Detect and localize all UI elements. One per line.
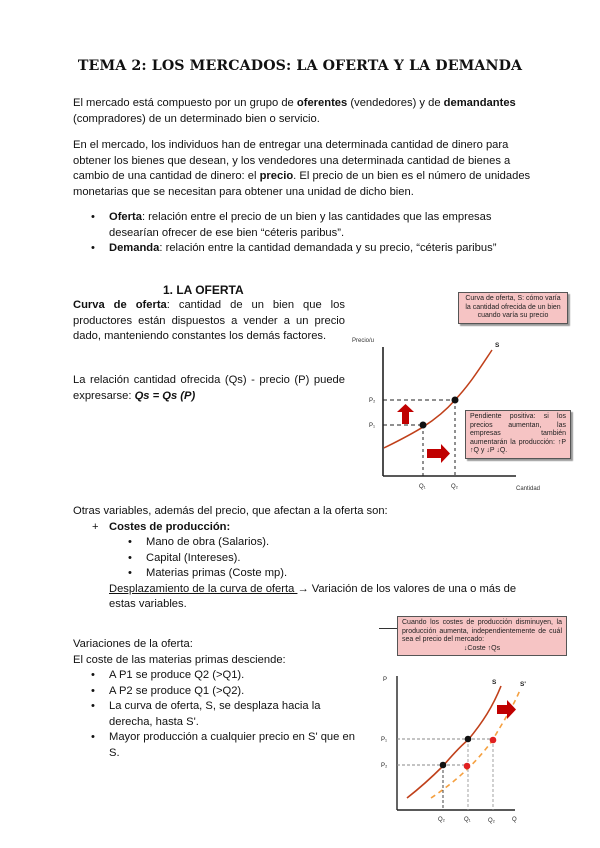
term-demandantes: demandantes (443, 97, 516, 109)
up-arrow-icon (397, 404, 414, 424)
other-variables: Otras variables, además del precio, que afectan a la oferta son: + Costes de producción: • Mano de obra (Salarios). • Capital (Intereses). • Materias primas (Coste mp). Desplazamiento de la curva de oferta → Variación de los valores de una o más de estas variables. (73, 504, 543, 613)
callout-line (379, 628, 399, 629)
term-precio: precio (259, 170, 294, 182)
right-arrow-icon (427, 444, 450, 463)
variation-item: • A P1 se produce Q2 (>Q1). (73, 668, 363, 684)
intro-paragraph-2: En el mercado, los individuos han de entregar una determinada cantidad de dinero para obtener los bienes que desean, y los vendedores una determinada cantidad de bienes a cambio de una cantidad de dinero: el precio. El precio de un bien es el número de unidades monetarias que se necesitan para obtener una unidad de dicho bien. (73, 139, 531, 198)
curve-definition: Curva de oferta: cantidad de un bien que los productores están dispuestos a vender a un precio dado, manteniendo constantes los demás factores. (73, 299, 345, 342)
svg-text:P₂: P₂ (381, 763, 388, 769)
variation-item: • La curva de oferta, S, se desplaza hacia la derecha, hasta S'. (73, 699, 363, 730)
note-cost-decrease: Cuando los costes de producción disminuyen, la producción aumenta, independientemente de cuál sea el precio del mercado: ↓Coste ↑Qs (397, 616, 567, 656)
formula: Qs = Qs (P) (134, 389, 196, 402)
definitions-list (73, 210, 513, 257)
term-oferentes: oferentes (296, 97, 348, 109)
svg-text:S: S (492, 679, 497, 686)
svg-text:Q₁: Q₁ (464, 817, 471, 823)
svg-text:Q₂: Q₂ (451, 484, 458, 490)
svg-text:Q: Q (512, 817, 517, 823)
costs-group: + Costes de producción: (73, 520, 543, 536)
relation-text: La relación cantidad ofrecida (Qs) - precio (P) puede expresarse: Qs = Qs (P) (73, 374, 345, 402)
svg-text:S': S' (520, 681, 526, 688)
svg-text:Cantidad: Cantidad (516, 486, 541, 492)
svg-text:Q₂: Q₂ (438, 817, 445, 823)
note-supply-curve: Curva de oferta, S: cómo varía la cantidad ofrecida de un bien cuando varía su precio (458, 292, 568, 324)
section-heading-oferta: 1. LA OFERTA (163, 283, 244, 297)
svg-text:Q₂: Q₂ (488, 818, 495, 824)
variation-item: • A P2 se produce Q1 (>Q2). (73, 684, 363, 700)
cost-item: • Capital (Intereses). (73, 551, 543, 567)
variation-item: • Mayor producción a cualquier precio en S' que en S. (73, 730, 363, 761)
svg-text:P₁: P₁ (381, 737, 388, 743)
definition-demanda: • Demanda: relación entre la cantidad demandada y su precio, “céteris paribus” (73, 241, 513, 257)
note-positive-slope: Pendiente positiva: si los precios aumentan, las empresas también aumentarán la producción: ↑P ↑Q y ↓P ↓Q. (465, 410, 571, 459)
svg-text:P₁: P₁ (369, 423, 376, 429)
variations-section: Variaciones de la oferta: El coste de las materias primas desciende: • A P1 se produce Q2 (>Q1). • A P2 se produce Q1 (>Q2). • La curva de oferta, S, se desplaza hacia la derecha, hasta S'. • Mayor producción a cualquier precio en S' que en S. (73, 637, 363, 761)
y-axis-label: Precio/u (352, 338, 375, 344)
svg-text:S: S (495, 342, 500, 349)
svg-text:P₂: P₂ (369, 398, 376, 404)
supply-shift-chart (375, 672, 575, 832)
svg-text:Q₁: Q₁ (419, 484, 426, 490)
cost-item: • Mano de obra (Salarios). (73, 535, 543, 551)
definition-oferta: • Oferta: relación entre el precio de un bien y las cantidades que las empresas desearían ofrecer de ese bien “céteris paribus”. (73, 210, 513, 241)
cost-item: • Materias primas (Coste mp). (73, 566, 543, 582)
svg-text:P: P (383, 677, 388, 683)
intro-paragraph-1: El mercado está compuesto por un grupo de oferentes (vendedores) y de demandantes (compradores) de un determinado bien o servicio. (73, 97, 516, 125)
shift-explanation: Desplazamiento de la curva de oferta → Variación de los valores de una o más de estas variables. (109, 582, 517, 610)
page-title: TEMA 2: LOS MERCADOS: LA OFERTA Y LA DEMANDA (77, 58, 523, 74)
